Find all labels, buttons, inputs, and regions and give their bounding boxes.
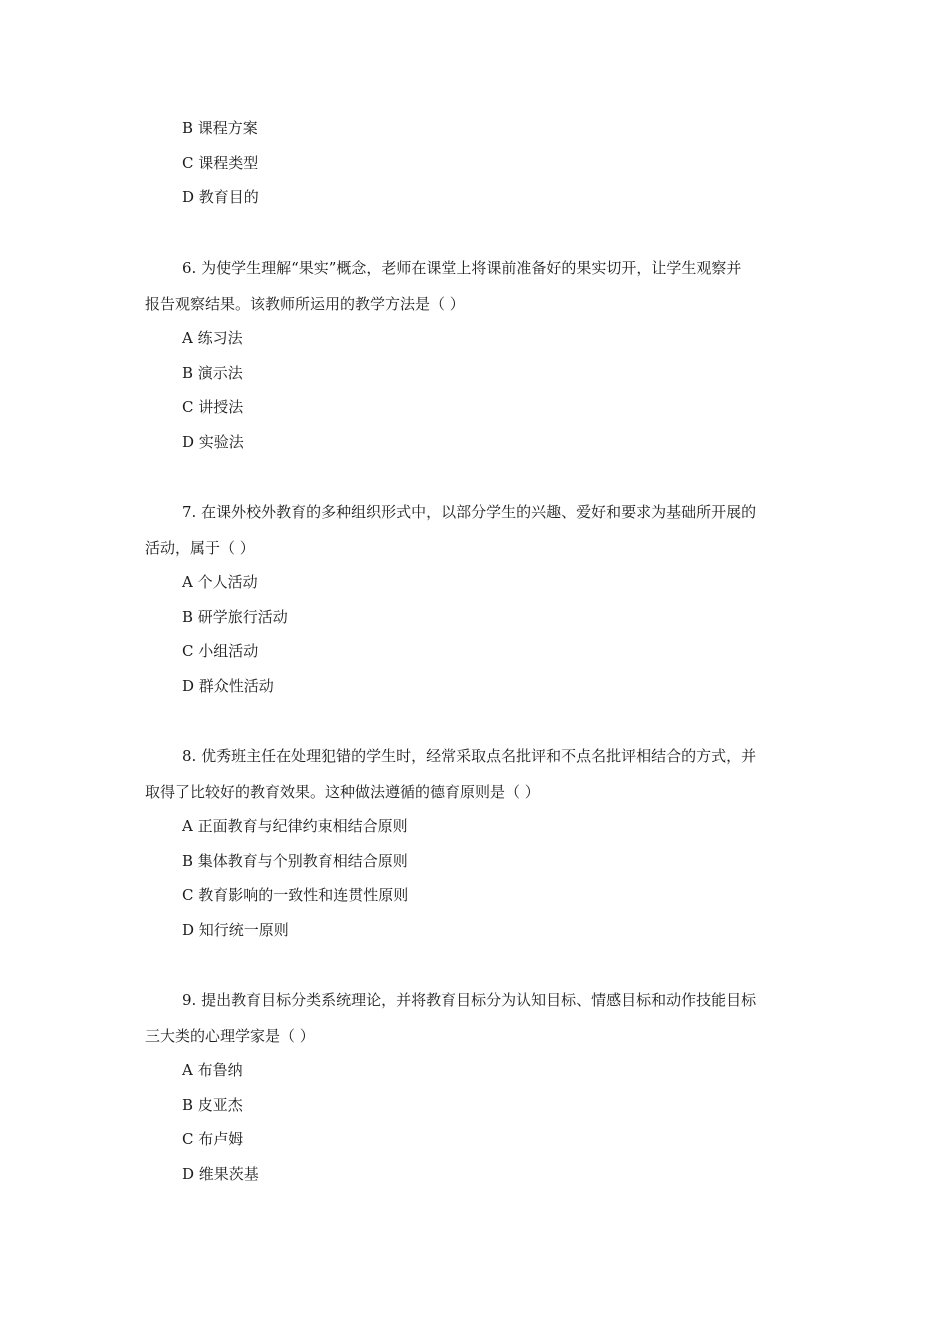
q6-stem-line1: 6. 为使学生理解“果实”概念，老师在课堂上将课前准备好的果实切开，让学生观察并 (182, 259, 742, 277)
q8-option-c: C 教育影响的一致性和连贯性原则 (182, 886, 409, 904)
q5-option-b: B 课程方案 (182, 119, 258, 137)
q7-option-a: A 个人活动 (182, 573, 258, 591)
q5-option-d: D 教育目的 (182, 188, 259, 206)
q9-option-d: D 维果茨基 (182, 1165, 259, 1183)
q7-option-d: D 群众性活动 (182, 677, 274, 695)
q6-option-b: B 演示法 (182, 364, 243, 382)
q7-stem-line1: 7. 在课外校外教育的多种组织形式中，以部分学生的兴趣、爱好和要求为基础所开展的 (182, 503, 757, 521)
q6-option-d: D 实验法 (182, 433, 244, 451)
q5-option-c: C 课程类型 (182, 154, 259, 172)
q8-option-a: A 正面教育与纪律约束相结合原则 (182, 817, 408, 835)
q9-option-a: A 布鲁纳 (182, 1061, 243, 1079)
q9-option-b: B 皮亚杰 (182, 1096, 243, 1114)
q6-stem-line2: 报告观察结果。该教师所运用的教学方法是（ ） (145, 295, 465, 313)
q9-stem-line1: 9. 提出教育目标分类系统理论，并将教育目标分为认知目标、情感目标和动作技能目标 (182, 991, 757, 1009)
q7-option-c: C 小组活动 (182, 642, 259, 660)
q6-option-a: A 练习法 (182, 329, 243, 347)
q8-option-b: B 集体教育与个别教育相结合原则 (182, 852, 408, 870)
q8-option-d: D 知行统一原则 (182, 921, 289, 939)
q6-option-c: C 讲授法 (182, 398, 244, 416)
q8-stem-line2: 取得了比较好的教育效果。这种做法遵循的德育原则是（ ） (145, 783, 540, 801)
q8-stem-line1: 8. 优秀班主任在处理犯错的学生时，经常采取点名批评和不点名批评相结合的方式，并 (182, 747, 757, 765)
q9-option-c: C 布卢姆 (182, 1130, 244, 1148)
q9-stem-line2: 三大类的心理学家是（ ） (145, 1027, 315, 1045)
q7-option-b: B 研学旅行活动 (182, 608, 288, 626)
q7-stem-line2: 活动，属于（ ） (145, 539, 255, 557)
